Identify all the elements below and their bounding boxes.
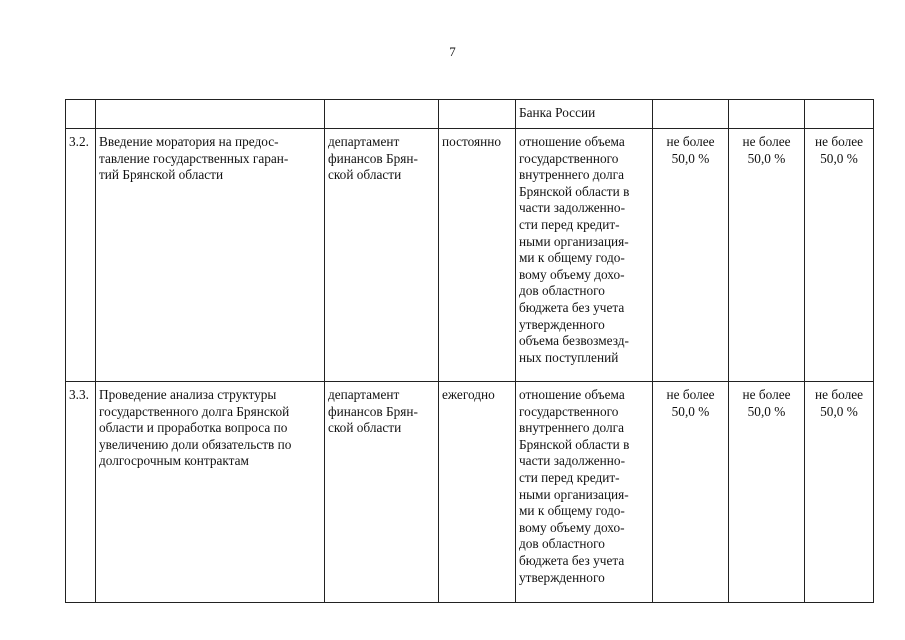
value-cell: не более 50,0 % bbox=[729, 382, 805, 603]
page-number: 7 bbox=[449, 44, 456, 59]
term-cell bbox=[439, 100, 516, 129]
executor-cell: департамент финансов Брян- ской области bbox=[325, 382, 439, 603]
value-cell: не более 50,0 % bbox=[653, 129, 729, 382]
value-cell bbox=[805, 100, 874, 129]
value-cell: не более 50,0 % bbox=[805, 382, 874, 603]
measures-table bbox=[65, 99, 874, 603]
measure-cell bbox=[96, 100, 325, 129]
measure-cell: Проведение анализа структуры государственного долга Брянской области и проработка вопроса по увеличению доли обязательств по долгосрочным контрактам bbox=[96, 382, 325, 603]
value-cell: не более 50,0 % bbox=[805, 129, 874, 382]
executor-cell bbox=[325, 100, 439, 129]
num-cell: 3.2. bbox=[66, 129, 96, 382]
term-cell: постоянно bbox=[439, 129, 516, 382]
indicator-cell: отношение объема государственного внутреннего долга Брянской области в части задолженно- сти перед кредит- ными организация- ми к общему годо- вому объему дохо- дов областного бюджета без учета утвержденного bbox=[516, 382, 653, 603]
value-cell: не более 50,0 % bbox=[729, 129, 805, 382]
num-cell: 3.3. bbox=[66, 382, 96, 603]
value-cell bbox=[729, 100, 805, 129]
value-cell bbox=[653, 100, 729, 129]
table-row bbox=[66, 129, 874, 382]
term-cell: ежегодно bbox=[439, 382, 516, 603]
table-row bbox=[66, 382, 874, 603]
indicator-cell: Банка России bbox=[516, 100, 653, 129]
executor-cell: департамент финансов Брян- ской области bbox=[325, 129, 439, 382]
num-cell bbox=[66, 100, 96, 129]
measure-cell: Введение моратория на предос- тавление государственных гаран- тий Брянской области bbox=[96, 129, 325, 382]
table-row bbox=[66, 100, 874, 129]
indicator-cell: отношение объема государственного внутреннего долга Брянской области в части задолженно- сти перед кредит- ными организация- ми к общему годо- вому объему дохо- дов областного бюджета без учета утвержденного объема безвозмезд- ных поступлений bbox=[516, 129, 653, 382]
value-cell: не более 50,0 % bbox=[653, 382, 729, 603]
